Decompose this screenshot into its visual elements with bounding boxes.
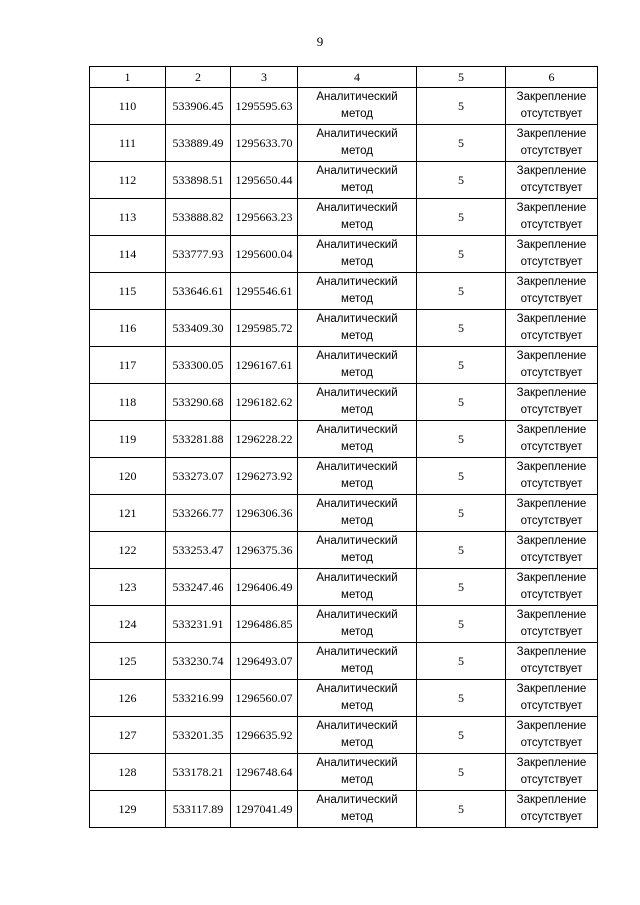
fixation-cell bbox=[506, 495, 598, 532]
y-coordinate-cell: 1295546.61 bbox=[231, 273, 298, 310]
method-cell bbox=[298, 273, 417, 310]
fixation-cell bbox=[506, 310, 598, 347]
table-row bbox=[90, 384, 598, 421]
fixation-line-1: Закрепление bbox=[516, 609, 587, 621]
x-coordinate-cell: 533230.74 bbox=[166, 643, 231, 680]
error-cell: 5 bbox=[417, 458, 506, 495]
fixation-cell bbox=[506, 569, 598, 606]
point-number-cell: 124 bbox=[90, 606, 166, 643]
fixation-line-2: отсутствует bbox=[520, 367, 583, 379]
error-cell: 5 bbox=[417, 643, 506, 680]
method-line-2: метод bbox=[341, 219, 373, 231]
x-coordinate-cell: 533178.21 bbox=[166, 754, 231, 791]
y-coordinate-cell: 1296486.85 bbox=[231, 606, 298, 643]
method-line-2: метод bbox=[341, 811, 373, 823]
error-cell: 5 bbox=[417, 754, 506, 791]
fixation-cell bbox=[506, 754, 598, 791]
error-cell: 5 bbox=[417, 606, 506, 643]
method-cell bbox=[298, 569, 417, 606]
y-coordinate-cell: 1296273.92 bbox=[231, 458, 298, 495]
method-line-1: Аналитический bbox=[316, 572, 398, 584]
fixation-line-1: Закрепление bbox=[516, 165, 587, 177]
fixation-cell bbox=[506, 680, 598, 717]
point-number-cell: 121 bbox=[90, 495, 166, 532]
x-coordinate-cell: 533300.05 bbox=[166, 347, 231, 384]
fixation-line-2: отсутствует bbox=[520, 293, 583, 305]
point-number-cell: 122 bbox=[90, 532, 166, 569]
error-cell: 5 bbox=[417, 495, 506, 532]
error-cell: 5 bbox=[417, 421, 506, 458]
y-coordinate-cell: 1296306.36 bbox=[231, 495, 298, 532]
fixation-cell bbox=[506, 199, 598, 236]
y-coordinate-cell: 1296560.07 bbox=[231, 680, 298, 717]
table-row bbox=[90, 125, 598, 162]
error-cell: 5 bbox=[417, 236, 506, 273]
table-row bbox=[90, 88, 598, 125]
method-line-2: метод bbox=[341, 737, 373, 749]
method-line-1: Аналитический bbox=[316, 498, 398, 510]
method-line-1: Аналитический bbox=[316, 757, 398, 769]
method-cell bbox=[298, 606, 417, 643]
y-coordinate-cell: 1295650.44 bbox=[231, 162, 298, 199]
fixation-line-2: отсутствует bbox=[520, 145, 583, 157]
header-cell-2: 2 bbox=[166, 67, 231, 88]
point-number-cell: 128 bbox=[90, 754, 166, 791]
fixation-line-1: Закрепление bbox=[516, 239, 587, 251]
table-row bbox=[90, 680, 598, 717]
fixation-line-2: отсутствует bbox=[520, 108, 583, 120]
fixation-line-2: отсутствует bbox=[520, 219, 583, 231]
fixation-line-1: Закрепление bbox=[516, 572, 587, 584]
x-coordinate-cell: 533290.68 bbox=[166, 384, 231, 421]
error-cell: 5 bbox=[417, 199, 506, 236]
method-cell bbox=[298, 125, 417, 162]
fixation-cell bbox=[506, 347, 598, 384]
method-cell bbox=[298, 421, 417, 458]
header-cell-1: 1 bbox=[90, 67, 166, 88]
point-number-cell: 116 bbox=[90, 310, 166, 347]
method-cell bbox=[298, 680, 417, 717]
y-coordinate-cell: 1295633.70 bbox=[231, 125, 298, 162]
fixation-line-2: отсутствует bbox=[520, 441, 583, 453]
error-cell: 5 bbox=[417, 569, 506, 606]
method-cell bbox=[298, 162, 417, 199]
method-cell bbox=[298, 384, 417, 421]
fixation-line-1: Закрепление bbox=[516, 461, 587, 473]
method-cell bbox=[298, 310, 417, 347]
method-line-2: метод bbox=[341, 515, 373, 527]
method-line-1: Аналитический bbox=[316, 387, 398, 399]
fixation-cell bbox=[506, 643, 598, 680]
fixation-cell bbox=[506, 384, 598, 421]
method-line-1: Аналитический bbox=[316, 683, 398, 695]
y-coordinate-cell: 1296406.49 bbox=[231, 569, 298, 606]
x-coordinate-cell: 533889.49 bbox=[166, 125, 231, 162]
table-row bbox=[90, 421, 598, 458]
fixation-line-1: Закрепление bbox=[516, 424, 587, 436]
x-coordinate-cell: 533247.46 bbox=[166, 569, 231, 606]
y-coordinate-cell: 1295985.72 bbox=[231, 310, 298, 347]
method-line-2: метод bbox=[341, 293, 373, 305]
fixation-line-1: Закрепление bbox=[516, 350, 587, 362]
method-cell bbox=[298, 791, 417, 828]
method-line-1: Аналитический bbox=[316, 424, 398, 436]
method-line-1: Аналитический bbox=[316, 794, 398, 806]
fixation-line-2: отсутствует bbox=[520, 256, 583, 268]
method-line-1: Аналитический bbox=[316, 461, 398, 473]
fixation-line-2: отсутствует bbox=[520, 663, 583, 675]
method-line-1: Аналитический bbox=[316, 313, 398, 325]
method-line-2: метод bbox=[341, 478, 373, 490]
table-row bbox=[90, 643, 598, 680]
error-cell: 5 bbox=[417, 310, 506, 347]
fixation-line-1: Закрепление bbox=[516, 498, 587, 510]
method-line-1: Аналитический bbox=[316, 535, 398, 547]
y-coordinate-cell: 1296493.07 bbox=[231, 643, 298, 680]
y-coordinate-cell: 1295595.63 bbox=[231, 88, 298, 125]
method-line-2: метод bbox=[341, 663, 373, 675]
error-cell: 5 bbox=[417, 162, 506, 199]
method-line-1: Аналитический bbox=[316, 720, 398, 732]
fixation-line-1: Закрепление bbox=[516, 720, 587, 732]
method-line-1: Аналитический bbox=[316, 128, 398, 140]
method-cell bbox=[298, 458, 417, 495]
point-number-cell: 119 bbox=[90, 421, 166, 458]
fixation-line-2: отсутствует bbox=[520, 774, 583, 786]
point-number-cell: 118 bbox=[90, 384, 166, 421]
method-cell bbox=[298, 88, 417, 125]
method-line-1: Аналитический bbox=[316, 165, 398, 177]
fixation-line-2: отсутствует bbox=[520, 182, 583, 194]
table-header bbox=[90, 67, 598, 88]
page-number: 9 bbox=[316, 34, 324, 49]
method-line-2: метод bbox=[341, 145, 373, 157]
table-row bbox=[90, 347, 598, 384]
fixation-line-2: отсутствует bbox=[520, 478, 583, 490]
x-coordinate-cell: 533117.89 bbox=[166, 791, 231, 828]
point-number-cell: 113 bbox=[90, 199, 166, 236]
method-cell bbox=[298, 532, 417, 569]
x-coordinate-cell: 533888.82 bbox=[166, 199, 231, 236]
x-coordinate-cell: 533201.35 bbox=[166, 717, 231, 754]
fixation-line-1: Закрепление bbox=[516, 794, 587, 806]
point-number-cell: 115 bbox=[90, 273, 166, 310]
point-number-cell: 127 bbox=[90, 717, 166, 754]
method-line-1: Аналитический bbox=[316, 350, 398, 362]
method-line-2: метод bbox=[341, 404, 373, 416]
point-number-cell: 117 bbox=[90, 347, 166, 384]
table-row bbox=[90, 754, 598, 791]
error-cell: 5 bbox=[417, 125, 506, 162]
fixation-line-1: Закрепление bbox=[516, 128, 587, 140]
method-cell bbox=[298, 495, 417, 532]
fixation-line-1: Закрепление bbox=[516, 313, 587, 325]
table-row bbox=[90, 162, 598, 199]
table-row bbox=[90, 532, 598, 569]
method-line-2: метод bbox=[341, 700, 373, 712]
fixation-cell bbox=[506, 88, 598, 125]
method-line-1: Аналитический bbox=[316, 91, 398, 103]
fixation-cell bbox=[506, 606, 598, 643]
method-line-2: метод bbox=[341, 589, 373, 601]
fixation-line-2: отсутствует bbox=[520, 552, 583, 564]
y-coordinate-cell: 1296635.92 bbox=[231, 717, 298, 754]
fixation-line-2: отсутствует bbox=[520, 811, 583, 823]
error-cell: 5 bbox=[417, 680, 506, 717]
error-cell: 5 bbox=[417, 273, 506, 310]
point-number-cell: 126 bbox=[90, 680, 166, 717]
fixation-cell bbox=[506, 236, 598, 273]
fixation-cell bbox=[506, 458, 598, 495]
method-cell bbox=[298, 754, 417, 791]
table-row bbox=[90, 273, 598, 310]
method-line-2: метод bbox=[341, 552, 373, 564]
x-coordinate-cell: 533253.47 bbox=[166, 532, 231, 569]
method-line-1: Аналитический bbox=[316, 202, 398, 214]
table-body bbox=[90, 88, 598, 828]
method-line-2: метод bbox=[341, 626, 373, 638]
fixation-line-2: отсутствует bbox=[520, 515, 583, 527]
fixation-line-1: Закрепление bbox=[516, 757, 587, 769]
point-number-cell: 125 bbox=[90, 643, 166, 680]
y-coordinate-cell: 1296748.64 bbox=[231, 754, 298, 791]
table-row bbox=[90, 199, 598, 236]
fixation-line-1: Закрепление bbox=[516, 535, 587, 547]
error-cell: 5 bbox=[417, 532, 506, 569]
fixation-line-1: Закрепление bbox=[516, 683, 587, 695]
method-cell bbox=[298, 717, 417, 754]
fixation-line-2: отсутствует bbox=[520, 589, 583, 601]
method-line-2: метод bbox=[341, 330, 373, 342]
method-line-1: Аналитический bbox=[316, 609, 398, 621]
y-coordinate-cell: 1296182.62 bbox=[231, 384, 298, 421]
point-number-cell: 112 bbox=[90, 162, 166, 199]
x-coordinate-cell: 533646.61 bbox=[166, 273, 231, 310]
table-row bbox=[90, 569, 598, 606]
error-cell: 5 bbox=[417, 88, 506, 125]
header-cell-3: 3 bbox=[231, 67, 298, 88]
x-coordinate-cell: 533231.91 bbox=[166, 606, 231, 643]
method-line-2: метод bbox=[341, 108, 373, 120]
method-line-1: Аналитический bbox=[316, 239, 398, 251]
fixation-cell bbox=[506, 162, 598, 199]
fixation-line-1: Закрепление bbox=[516, 387, 587, 399]
fixation-line-1: Закрепление bbox=[516, 646, 587, 658]
fixation-cell bbox=[506, 532, 598, 569]
y-coordinate-cell: 1296228.22 bbox=[231, 421, 298, 458]
y-coordinate-cell: 1295600.04 bbox=[231, 236, 298, 273]
fixation-cell bbox=[506, 273, 598, 310]
method-line-2: метод bbox=[341, 441, 373, 453]
y-coordinate-cell: 1296375.36 bbox=[231, 532, 298, 569]
table-row bbox=[90, 495, 598, 532]
fixation-line-1: Закрепление bbox=[516, 276, 587, 288]
fixation-line-2: отсутствует bbox=[520, 626, 583, 638]
x-coordinate-cell: 533777.93 bbox=[166, 236, 231, 273]
y-coordinate-cell: 1295663.23 bbox=[231, 199, 298, 236]
x-coordinate-cell: 533216.99 bbox=[166, 680, 231, 717]
x-coordinate-cell: 533409.30 bbox=[166, 310, 231, 347]
fixation-line-2: отсутствует bbox=[520, 404, 583, 416]
error-cell: 5 bbox=[417, 384, 506, 421]
x-coordinate-cell: 533266.77 bbox=[166, 495, 231, 532]
table-row bbox=[90, 458, 598, 495]
fixation-line-1: Закрепление bbox=[516, 91, 587, 103]
x-coordinate-cell: 533906.45 bbox=[166, 88, 231, 125]
fixation-cell bbox=[506, 421, 598, 458]
y-coordinate-cell: 1297041.49 bbox=[231, 791, 298, 828]
point-number-cell: 120 bbox=[90, 458, 166, 495]
point-number-cell: 129 bbox=[90, 791, 166, 828]
error-cell: 5 bbox=[417, 347, 506, 384]
table-row bbox=[90, 310, 598, 347]
point-number-cell: 111 bbox=[90, 125, 166, 162]
error-cell: 5 bbox=[417, 791, 506, 828]
point-number-cell: 114 bbox=[90, 236, 166, 273]
method-line-2: метод bbox=[341, 256, 373, 268]
header-cell-4: 4 bbox=[298, 67, 417, 88]
coordinates-table bbox=[89, 66, 598, 828]
fixation-line-2: отсутствует bbox=[520, 737, 583, 749]
method-cell bbox=[298, 199, 417, 236]
header-cell-6: 6 bbox=[506, 67, 598, 88]
x-coordinate-cell: 533898.51 bbox=[166, 162, 231, 199]
point-number-cell: 123 bbox=[90, 569, 166, 606]
fixation-line-1: Закрепление bbox=[516, 202, 587, 214]
method-cell bbox=[298, 347, 417, 384]
x-coordinate-cell: 533281.88 bbox=[166, 421, 231, 458]
table-row bbox=[90, 791, 598, 828]
method-line-1: Аналитический bbox=[316, 646, 398, 658]
fixation-cell bbox=[506, 125, 598, 162]
header-cell-5: 5 bbox=[417, 67, 506, 88]
x-coordinate-cell: 533273.07 bbox=[166, 458, 231, 495]
method-cell bbox=[298, 236, 417, 273]
error-cell: 5 bbox=[417, 717, 506, 754]
fixation-cell bbox=[506, 717, 598, 754]
fixation-cell bbox=[506, 791, 598, 828]
table-row bbox=[90, 717, 598, 754]
y-coordinate-cell: 1296167.61 bbox=[231, 347, 298, 384]
method-line-2: метод bbox=[341, 367, 373, 379]
point-number-cell: 110 bbox=[90, 88, 166, 125]
fixation-line-2: отсутствует bbox=[520, 330, 583, 342]
method-line-2: метод bbox=[341, 774, 373, 786]
fixation-line-2: отсутствует bbox=[520, 700, 583, 712]
method-line-1: Аналитический bbox=[316, 276, 398, 288]
method-line-2: метод bbox=[341, 182, 373, 194]
header-row bbox=[90, 67, 598, 88]
table-row bbox=[90, 606, 598, 643]
table-row bbox=[90, 236, 598, 273]
method-cell bbox=[298, 643, 417, 680]
